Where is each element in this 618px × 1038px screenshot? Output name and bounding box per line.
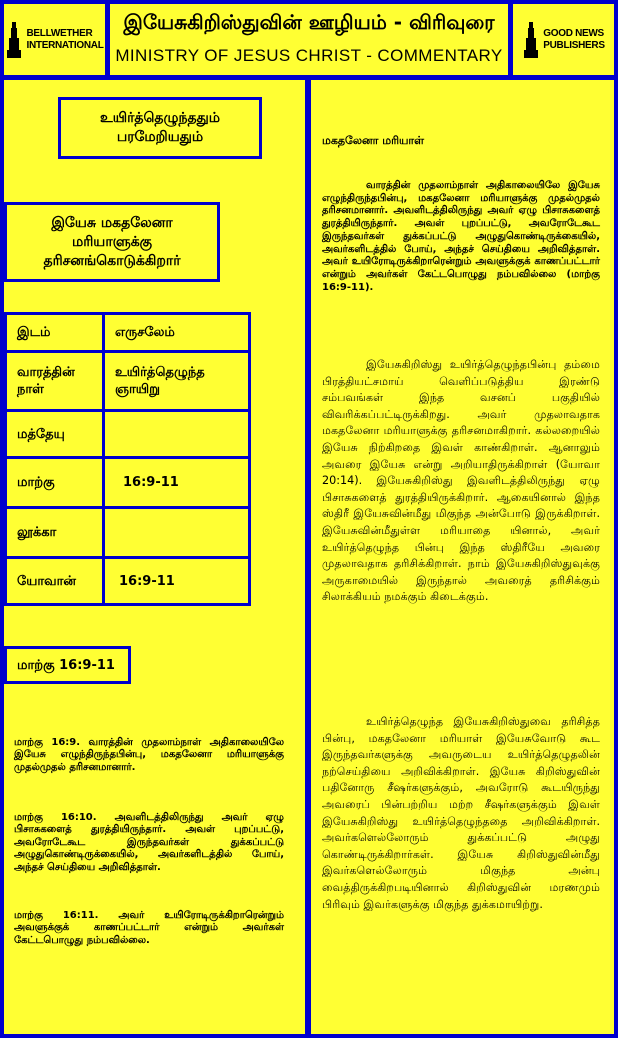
logo-line: PUBLISHERS	[543, 39, 605, 51]
verse-9: மாற்கு 16:9. வாரத்தின் முதலாம்நாள் அதிகாலையிலே இயேசு எழுந்திருந்தபின்பு, மகதலேனா மரியாளுக்கு முதல்முதல் தரிசனமானார்.	[14, 737, 284, 773]
table-value-matthew	[102, 409, 251, 459]
reference-box: மாற்கு 16:9-11	[4, 646, 131, 684]
table-value-john: 16:9-11	[102, 556, 251, 606]
table-value-place: எருசலேம்	[102, 312, 251, 353]
scripture-quote: வாரத்தின் முதலாம்நாள் அதிகாலையிலே இயேசு எழுந்திருந்தபின்பு, மகதலேனா மரியாளுக்கு முதல்முதல் தரிசனமானார். அவளிடத்திலிருந்து அவர் ஏழு பிசாசுகளைத் துரத்தியிருந்தார். அவள் புறப்பட்டு, அவரோடேகூட இருந்தவர்கள் துக்கப்பட்டு அழுதுகொண்டிருக்கையில், அவர்களிடத்தில் போய், அந்தச் செய்தியை அறிவித்தாள். அவர் உயிரோடிருக்கிறாரென்றும் அவளுக்குக் காணப்பட்டார் என்றும் அவர்கள் கேட்டபொழுது நம்பவில்லை (மாற்கு 16:9-11).	[322, 180, 600, 293]
logo-line: BELLWETHER	[26, 27, 93, 39]
title-english: MINISTRY OF JESUS CHRIST - COMMENTARY	[115, 46, 503, 65]
verse-10: மாற்கு 16:10. அவளிடத்திலிருந்து அவர் ஏழு பிசாசுகளைத் துரத்தியிருந்தார். அவள் புறப்பட்டு, அவரோடேகூட இருந்தவர்கள் துக்கப்பட்டு அழுதுகொண்டிருக்கையில், அவர்களிடத்தில் போய், அந்தச் செய்தியை அறிவித்தாள்.	[14, 812, 284, 873]
tower-icon	[522, 20, 540, 60]
tower-icon	[5, 20, 23, 60]
table-label-john: யோவான்	[4, 556, 105, 606]
table-label-matthew: மத்தேயு	[4, 409, 105, 459]
table-value-luke	[102, 506, 251, 559]
page-header	[110, 4, 508, 75]
commentary-paragraph: இயேசுகிறிஸ்து உயிர்த்தெழுந்தபின்பு தம்மை பிரத்தியட்சமாய் வெளிப்படுத்திய இரண்டு சம்பவங்கள் இந்த வசனப் பகுதியில் விவரிக்கப்பட்டிருக்கிறது. அவர் முதலாவதாக மகதலேனா மரியாளுக்கு தரிசனமாகிறார். கல்லறையில் இயேசு நிற்கிறதை இவள் காண்கிறாள். ஆனாலும் அவரை இயேசு என்று அறியாதிருக்கிறாள் (யோவா 20:14). இயேசுகிறிஸ்து இவளிடத்திலிருந்து ஏழு பிசாசுகளைத் துரத்தியிருக்கிறார். ஆகையினால் இந்த ஸ்திரீ இயேசுவின்மீது மிகுந்த அன்போடு இருக்கிறாள். இயேசுவின்மீதுள்ள மரியாதை யினால், அவர் உயிர்த்தெழுந்த பின்பு இந்த ஸ்திரீயே அவரை முதலாவதாக தரிசிக்கிறாள். நாம் இயேசுகிறிஸ்துவுக்கு அருகாமையில் இருந்தால் அவரைத் தரிசிக்கும் சிலாக்கியம் நமக்கும் கிடைக்கும்.	[322, 358, 600, 604]
logo-line: GOOD NEWS	[543, 27, 604, 39]
bellwether-logo	[4, 4, 105, 75]
subtitle-box: இயேசு மகதலேனா மரியாளுக்கு தரிசனங்கொடுக்கிறார்	[4, 202, 220, 282]
table-label-mark: மாற்கு	[4, 456, 105, 509]
logo-line: INTERNATIONAL	[26, 39, 104, 51]
table-label-luke: லூக்கா	[4, 506, 105, 559]
commentary-paragraph: உயிர்த்தெழுந்த இயேசுகிறிஸ்துவை தரிசித்த பின்பு, மகதலேனா மரியாள் இயேசுவோடு கூட இருந்தவர்களுக்கு அவருடைய உயிர்த்தெழுதலின் நற்செய்தியை அறிவிக்கிறாள். இயேசு கிறிஸ்துவின் பதினோரு சீஷர்களுக்கும், அவரோடு கூடயிருந்து அவரைப் பின்பற்றிய மற்ற சீஷர்களுக்கும் இவள் இயேசுகிறிஸ்து உயிர்த்தெழுந்ததை அறிவிக்கிறாள். அவர்களெல்லோரும் துக்கப்பட்டு அழுது கொண்டிருக்கிறார்கள். இயேசு கிறிஸ்துவின்மீது இவர்களெல்லோரும் மிகுந்த அன்பு வைத்திருக்கிறபடியினால் கிறிஸ்துவின் மரணமும் பிரிவும் இவர்களுக்கு மிகுந்த துக்கமாயிற்று.	[322, 715, 600, 911]
table-value-mark: 16:9-11	[102, 456, 251, 509]
title-tamil: இயேசுகிறிஸ்துவின் ஊழியம் - விரிவுரை	[123, 10, 495, 34]
table-value-day: உயிர்த்தெழுந்த ஞாயிறு	[102, 350, 251, 412]
goodnews-logo	[513, 4, 614, 75]
section-title: உயிர்த்தெழுந்ததும் பரமேறியதும்	[58, 97, 262, 159]
table-label-day: வாரத்தின் நாள்	[4, 350, 105, 412]
verse-11: மாற்கு 16:11. அவர் உயிரோடிருக்கிறாரென்றும் அவளுக்குக் காணப்பட்டார் என்றும் அவர்கள் கேட்டபொழுது நம்பவில்லை.	[14, 910, 284, 946]
commentary-heading: மகதலேனா மரியாள்	[322, 134, 425, 147]
table-label-place: இடம்	[4, 312, 105, 353]
